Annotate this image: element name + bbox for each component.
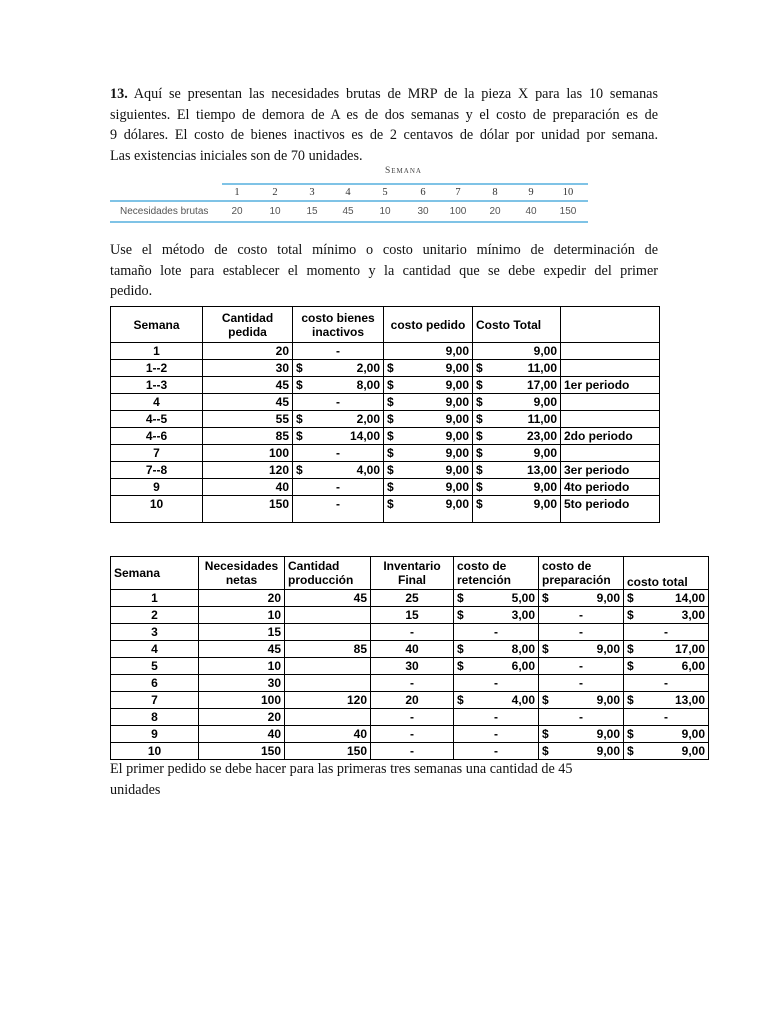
t1-semana: 1--2 — [111, 360, 203, 377]
t1-inactivos — [293, 377, 384, 394]
t2-produccion: 40 — [285, 726, 371, 743]
currency-symbol: $ — [387, 361, 394, 375]
currency-symbol: $ — [627, 744, 634, 758]
gross-requirement-value: 100 — [449, 206, 467, 217]
currency-symbol: $ — [627, 608, 634, 622]
t2-total — [624, 726, 709, 743]
t2-inventario: 15 — [371, 607, 454, 624]
t2-retencion-value: 6,00 — [511, 659, 535, 673]
t2-header-semana: Semana — [111, 557, 199, 590]
t2-produccion: 120 — [285, 692, 371, 709]
currency-symbol: $ — [296, 412, 303, 426]
t2-produccion: 150 — [285, 743, 371, 760]
problem-text-1: Aquí se presentan las necesidades brutas de MRP de la pieza X para las 10 semanas — [127, 86, 658, 102]
t2-produccion — [285, 624, 371, 641]
t2-retencion: - — [454, 726, 539, 743]
t1-header-total: Costo Total — [473, 307, 561, 343]
currency-symbol: $ — [387, 497, 394, 511]
currency-symbol: $ — [457, 659, 464, 673]
least-total-cost-table — [110, 306, 660, 523]
t1-cantidad: 150 — [203, 496, 293, 523]
t1-nota: 5to periodo — [561, 496, 660, 523]
t2-preparacion-value: 9,00 — [596, 642, 620, 656]
t1-header-blank — [561, 307, 660, 343]
t1-pedido — [384, 394, 473, 411]
t1-semana: 4--6 — [111, 428, 203, 445]
gross-requirement-value: 10 — [379, 206, 391, 217]
t2-total: - — [624, 709, 709, 726]
currency-symbol: $ — [542, 693, 549, 707]
table-row — [111, 343, 660, 360]
currency-symbol: $ — [476, 412, 483, 426]
problem-line-2: siguientes. El tiempo de demora de A es de dos semanas y el costo de preparación es de — [110, 106, 658, 123]
t1-pedido — [384, 428, 473, 445]
t2-total — [624, 641, 709, 658]
currency-symbol: $ — [542, 642, 549, 656]
gross-requirement-value: 20 — [231, 206, 243, 217]
t2-header-netas: Necesidades netas — [199, 557, 285, 590]
t1-pedido-value: 9,00 — [445, 412, 469, 426]
t2-produccion — [285, 658, 371, 675]
currency-symbol: $ — [296, 463, 303, 477]
week-number: 10 — [562, 187, 574, 198]
t2-retencion: - — [454, 709, 539, 726]
row-rule-top — [110, 200, 588, 202]
t2-semana: 10 — [111, 743, 199, 760]
t1-header-inactivos: costo bienes inactivos — [293, 307, 384, 343]
t2-total-value: 3,00 — [681, 608, 705, 622]
t2-netas: 100 — [199, 692, 285, 709]
week-number: 5 — [382, 187, 388, 198]
t1-semana: 4 — [111, 394, 203, 411]
t1-pedido-value: 9,00 — [445, 361, 469, 375]
currency-symbol: $ — [387, 480, 394, 494]
t2-preparacion — [539, 726, 624, 743]
t2-total: - — [624, 675, 709, 692]
t2-header-preparacion: costo de preparación — [539, 557, 624, 590]
currency-symbol: $ — [457, 608, 464, 622]
t1-nota: 4to periodo — [561, 479, 660, 496]
t1-total — [473, 496, 561, 523]
table-row — [111, 641, 709, 658]
t2-retencion — [454, 607, 539, 624]
problem-number: 13. — [110, 86, 128, 102]
t1-cantidad: 55 — [203, 411, 293, 428]
problem-line-4: Las existencias iniciales son de 70 unidades. — [110, 147, 363, 164]
t2-preparacion-value: 9,00 — [596, 744, 620, 758]
t2-retencion-value: 3,00 — [511, 608, 535, 622]
t2-total — [624, 743, 709, 760]
t2-total — [624, 607, 709, 624]
currency-symbol: $ — [457, 693, 464, 707]
t1-nota: 3er periodo — [561, 462, 660, 479]
t1-inactivos: - — [293, 479, 384, 496]
t2-semana: 9 — [111, 726, 199, 743]
t1-semana: 1--3 — [111, 377, 203, 394]
currency-symbol: $ — [627, 659, 634, 673]
t1-inactivos — [293, 360, 384, 377]
t1-inactivos-value: 4,00 — [356, 463, 380, 477]
t2-semana: 6 — [111, 675, 199, 692]
table-row — [111, 496, 660, 523]
t1-total-value: 13,00 — [526, 463, 557, 477]
currency-symbol: $ — [457, 591, 464, 605]
currency-symbol: $ — [476, 480, 483, 494]
currency-symbol: $ — [387, 395, 394, 409]
t1-cantidad: 30 — [203, 360, 293, 377]
t2-inventario: - — [371, 624, 454, 641]
t1-inactivos — [293, 428, 384, 445]
t2-semana: 4 — [111, 641, 199, 658]
t1-total-value: 23,00 — [526, 429, 557, 443]
t2-produccion: 45 — [285, 590, 371, 607]
table-row — [111, 692, 709, 709]
week-number: 1 — [234, 187, 240, 198]
table-row — [111, 428, 660, 445]
t1-header-pedido: costo pedido — [384, 307, 473, 343]
t2-total-value: 6,00 — [681, 659, 705, 673]
week-number: 7 — [455, 187, 461, 198]
gross-requirements-label: Necesidades brutas — [120, 206, 209, 217]
t1-total-value: 9,00 — [533, 480, 557, 494]
t1-pedido-value: 9,00 — [445, 429, 469, 443]
table2-body — [111, 590, 709, 760]
gross-requirement-value: 10 — [269, 206, 281, 217]
t1-pedido-value: 9,00 — [445, 395, 469, 409]
t2-total: - — [624, 624, 709, 641]
t2-header-inventario: Inventario Final — [371, 557, 454, 590]
currency-symbol: $ — [296, 361, 303, 375]
t1-total-value: 11,00 — [527, 361, 557, 375]
t1-inactivos — [293, 462, 384, 479]
gross-requirement-value: 15 — [306, 206, 318, 217]
method-line-3: pedido. — [110, 283, 153, 299]
t2-netas: 30 — [199, 675, 285, 692]
week-number: 6 — [420, 187, 426, 198]
t1-nota — [561, 445, 660, 462]
t1-total — [473, 394, 561, 411]
t1-semana: 9 — [111, 479, 203, 496]
t2-netas: 20 — [199, 709, 285, 726]
t1-nota — [561, 394, 660, 411]
method-statement — [110, 240, 658, 302]
currency-symbol: $ — [627, 727, 634, 741]
table-row — [111, 360, 660, 377]
t2-total-value: 14,00 — [674, 591, 705, 605]
t1-pedido — [384, 496, 473, 523]
t1-pedido-value: 9,00 — [445, 463, 469, 477]
currency-symbol: $ — [387, 446, 394, 460]
method-line-1: Use el método de costo total mínimo o costo unitario mínimo de determinación de — [110, 242, 658, 258]
t2-total — [624, 692, 709, 709]
problem-statement — [110, 84, 658, 166]
t1-total — [473, 377, 561, 394]
t1-cantidad: 45 — [203, 377, 293, 394]
t1-semana: 10 — [111, 496, 203, 523]
t1-total — [473, 428, 561, 445]
t1-total — [473, 479, 561, 496]
currency-symbol: $ — [542, 744, 549, 758]
gross-requirement-value: 150 — [559, 206, 577, 217]
t2-semana: 5 — [111, 658, 199, 675]
t2-preparacion-value: 9,00 — [596, 693, 620, 707]
t1-inactivos: - — [293, 445, 384, 462]
t1-semana: 7--8 — [111, 462, 203, 479]
t1-header-semana: Semana — [111, 307, 203, 343]
t1-header-cantidad: Cantidad pedida — [203, 307, 293, 343]
t1-inactivos: - — [293, 496, 384, 523]
t1-cantidad: 20 — [203, 343, 293, 360]
table-row — [111, 743, 709, 760]
currency-symbol: $ — [476, 378, 483, 392]
currency-symbol: $ — [627, 642, 634, 656]
t1-pedido — [384, 360, 473, 377]
t1-pedido — [384, 445, 473, 462]
table-row — [111, 394, 660, 411]
t2-header-retencion: costo de retención — [454, 557, 539, 590]
row-rule-bottom — [110, 221, 588, 223]
t2-inventario: 30 — [371, 658, 454, 675]
t1-total — [473, 445, 561, 462]
t2-produccion — [285, 709, 371, 726]
t2-inventario: - — [371, 675, 454, 692]
t2-retencion: - — [454, 675, 539, 692]
t2-inventario: - — [371, 743, 454, 760]
t2-netas: 10 — [199, 607, 285, 624]
table-row — [111, 462, 660, 479]
currency-symbol: $ — [542, 591, 549, 605]
gross-requirement-value: 30 — [417, 206, 429, 217]
table-row — [111, 445, 660, 462]
gross-requirement-value: 40 — [525, 206, 537, 217]
currency-symbol: $ — [387, 429, 394, 443]
table-row — [111, 658, 709, 675]
t2-total-value: 9,00 — [681, 727, 705, 741]
t1-nota — [561, 411, 660, 428]
currency-symbol: $ — [387, 463, 394, 477]
t2-retencion — [454, 590, 539, 607]
t1-semana: 7 — [111, 445, 203, 462]
t2-inventario: 25 — [371, 590, 454, 607]
week-header: Semana — [385, 166, 422, 176]
method-line-2: tamaño lote para establecer el momento y la cantidad que se debe expedir del primer — [110, 262, 658, 279]
table1-body — [111, 343, 660, 523]
t2-retencion — [454, 641, 539, 658]
t2-preparacion-value: 9,00 — [596, 591, 620, 605]
t2-retencion-value: 5,00 — [511, 591, 535, 605]
currency-symbol: $ — [476, 429, 483, 443]
t2-preparacion: - — [539, 607, 624, 624]
t2-semana: 7 — [111, 692, 199, 709]
header-rule — [222, 183, 588, 185]
t2-total — [624, 658, 709, 675]
t2-retencion-value: 4,00 — [511, 693, 535, 707]
t2-preparacion: - — [539, 675, 624, 692]
t1-nota — [561, 360, 660, 377]
t2-inventario: - — [371, 726, 454, 743]
table2-header-row — [111, 557, 709, 590]
t2-retencion: - — [454, 624, 539, 641]
t2-semana: 8 — [111, 709, 199, 726]
t1-pedido — [384, 411, 473, 428]
table-row — [111, 675, 709, 692]
t2-preparacion — [539, 692, 624, 709]
week-number: 2 — [272, 187, 278, 198]
t1-pedido — [384, 479, 473, 496]
currency-symbol: $ — [542, 727, 549, 741]
t2-retencion-value: 8,00 — [511, 642, 535, 656]
t2-netas: 45 — [199, 641, 285, 658]
t2-inventario: 20 — [371, 692, 454, 709]
t1-total-value: 9,00 — [533, 497, 557, 511]
t2-total-value: 17,00 — [674, 642, 705, 656]
conclusion-line-2: unidades — [110, 781, 161, 798]
currency-symbol: $ — [296, 429, 303, 443]
t2-preparacion — [539, 590, 624, 607]
t1-cantidad: 100 — [203, 445, 293, 462]
t2-total — [624, 590, 709, 607]
currency-symbol: $ — [476, 361, 483, 375]
t1-total-value: 9,00 — [533, 395, 557, 409]
t1-pedido — [384, 462, 473, 479]
t2-semana: 3 — [111, 624, 199, 641]
currency-symbol: $ — [476, 463, 483, 477]
currency-symbol: $ — [387, 378, 394, 392]
t2-produccion: 85 — [285, 641, 371, 658]
t2-semana: 2 — [111, 607, 199, 624]
week-number: 4 — [345, 187, 351, 198]
currency-symbol: $ — [296, 378, 303, 392]
conclusion — [110, 759, 658, 800]
t1-semana: 4--5 — [111, 411, 203, 428]
table-row — [111, 479, 660, 496]
t1-total-value: 11,00 — [527, 412, 557, 426]
t1-pedido — [384, 377, 473, 394]
table-row — [111, 726, 709, 743]
t1-total — [473, 411, 561, 428]
currency-symbol: $ — [476, 497, 483, 511]
t1-nota: 2do periodo — [561, 428, 660, 445]
gross-requirement-value: 20 — [489, 206, 501, 217]
t2-retencion: - — [454, 743, 539, 760]
t1-cantidad: 85 — [203, 428, 293, 445]
t1-total-value: 9,00 — [533, 446, 557, 460]
t2-produccion — [285, 607, 371, 624]
week-number: 8 — [492, 187, 498, 198]
problem-line-3: 9 dólares. El costo de bienes inactivos es de 2 centavos de dólar por unidad por semana. — [110, 127, 658, 143]
t1-inactivos — [293, 411, 384, 428]
t2-inventario: - — [371, 709, 454, 726]
t2-preparacion-value: 9,00 — [596, 727, 620, 741]
currency-symbol: $ — [387, 412, 394, 426]
t1-inactivos-value: 2,00 — [356, 361, 380, 375]
week-number: 3 — [309, 187, 315, 198]
t1-total-value: 17,00 — [526, 378, 557, 392]
t2-total-value: 13,00 — [674, 693, 705, 707]
t2-netas: 150 — [199, 743, 285, 760]
t1-pedido-value: 9,00 — [445, 480, 469, 494]
table-row — [111, 590, 709, 607]
conclusion-line-1: El primer pedido se debe hacer para las primeras tres semanas una cantidad de 45 — [110, 761, 573, 777]
t2-header-produccion: Cantidad producción — [285, 557, 371, 590]
t1-inactivos: - — [293, 394, 384, 411]
t1-cantidad: 45 — [203, 394, 293, 411]
table-row — [111, 411, 660, 428]
currency-symbol: $ — [476, 446, 483, 460]
table1-header-row — [111, 307, 660, 343]
t1-inactivos-value: 8,00 — [356, 378, 380, 392]
table-row — [111, 377, 660, 394]
t2-total-value: 9,00 — [681, 744, 705, 758]
currency-symbol: $ — [457, 642, 464, 656]
t1-pedido: 9,00 — [384, 343, 473, 360]
table-row — [111, 607, 709, 624]
table-row — [111, 709, 709, 726]
t2-preparacion — [539, 641, 624, 658]
t1-inactivos-value: 14,00 — [349, 429, 380, 443]
t2-netas: 15 — [199, 624, 285, 641]
t2-semana: 1 — [111, 590, 199, 607]
t1-total: 9,00 — [473, 343, 561, 360]
t2-header-total: costo total — [624, 557, 709, 590]
t2-preparacion — [539, 743, 624, 760]
t2-netas: 10 — [199, 658, 285, 675]
t2-preparacion: - — [539, 658, 624, 675]
t2-preparacion: - — [539, 709, 624, 726]
week-number: 9 — [528, 187, 534, 198]
t1-cantidad: 120 — [203, 462, 293, 479]
t1-pedido-value: 9,00 — [445, 446, 469, 460]
t1-total — [473, 462, 561, 479]
t1-cantidad: 40 — [203, 479, 293, 496]
t1-nota: 1er periodo — [561, 377, 660, 394]
t2-retencion — [454, 658, 539, 675]
t2-retencion — [454, 692, 539, 709]
t1-total — [473, 360, 561, 377]
t1-pedido-value: 9,00 — [445, 497, 469, 511]
t1-semana: 1 — [111, 343, 203, 360]
t2-inventario: 40 — [371, 641, 454, 658]
t2-preparacion: - — [539, 624, 624, 641]
currency-symbol: $ — [476, 395, 483, 409]
t1-inactivos-value: 2,00 — [356, 412, 380, 426]
table-row — [111, 624, 709, 641]
t1-nota — [561, 343, 660, 360]
problem-line-1 — [110, 84, 658, 105]
currency-symbol: $ — [627, 693, 634, 707]
t2-produccion — [285, 675, 371, 692]
gross-requirement-value: 45 — [342, 206, 354, 217]
t1-pedido-value: 9,00 — [445, 378, 469, 392]
t2-netas: 40 — [199, 726, 285, 743]
lot-sizing-summary-table — [110, 556, 709, 760]
currency-symbol: $ — [627, 591, 634, 605]
t2-netas: 20 — [199, 590, 285, 607]
t1-inactivos: - — [293, 343, 384, 360]
